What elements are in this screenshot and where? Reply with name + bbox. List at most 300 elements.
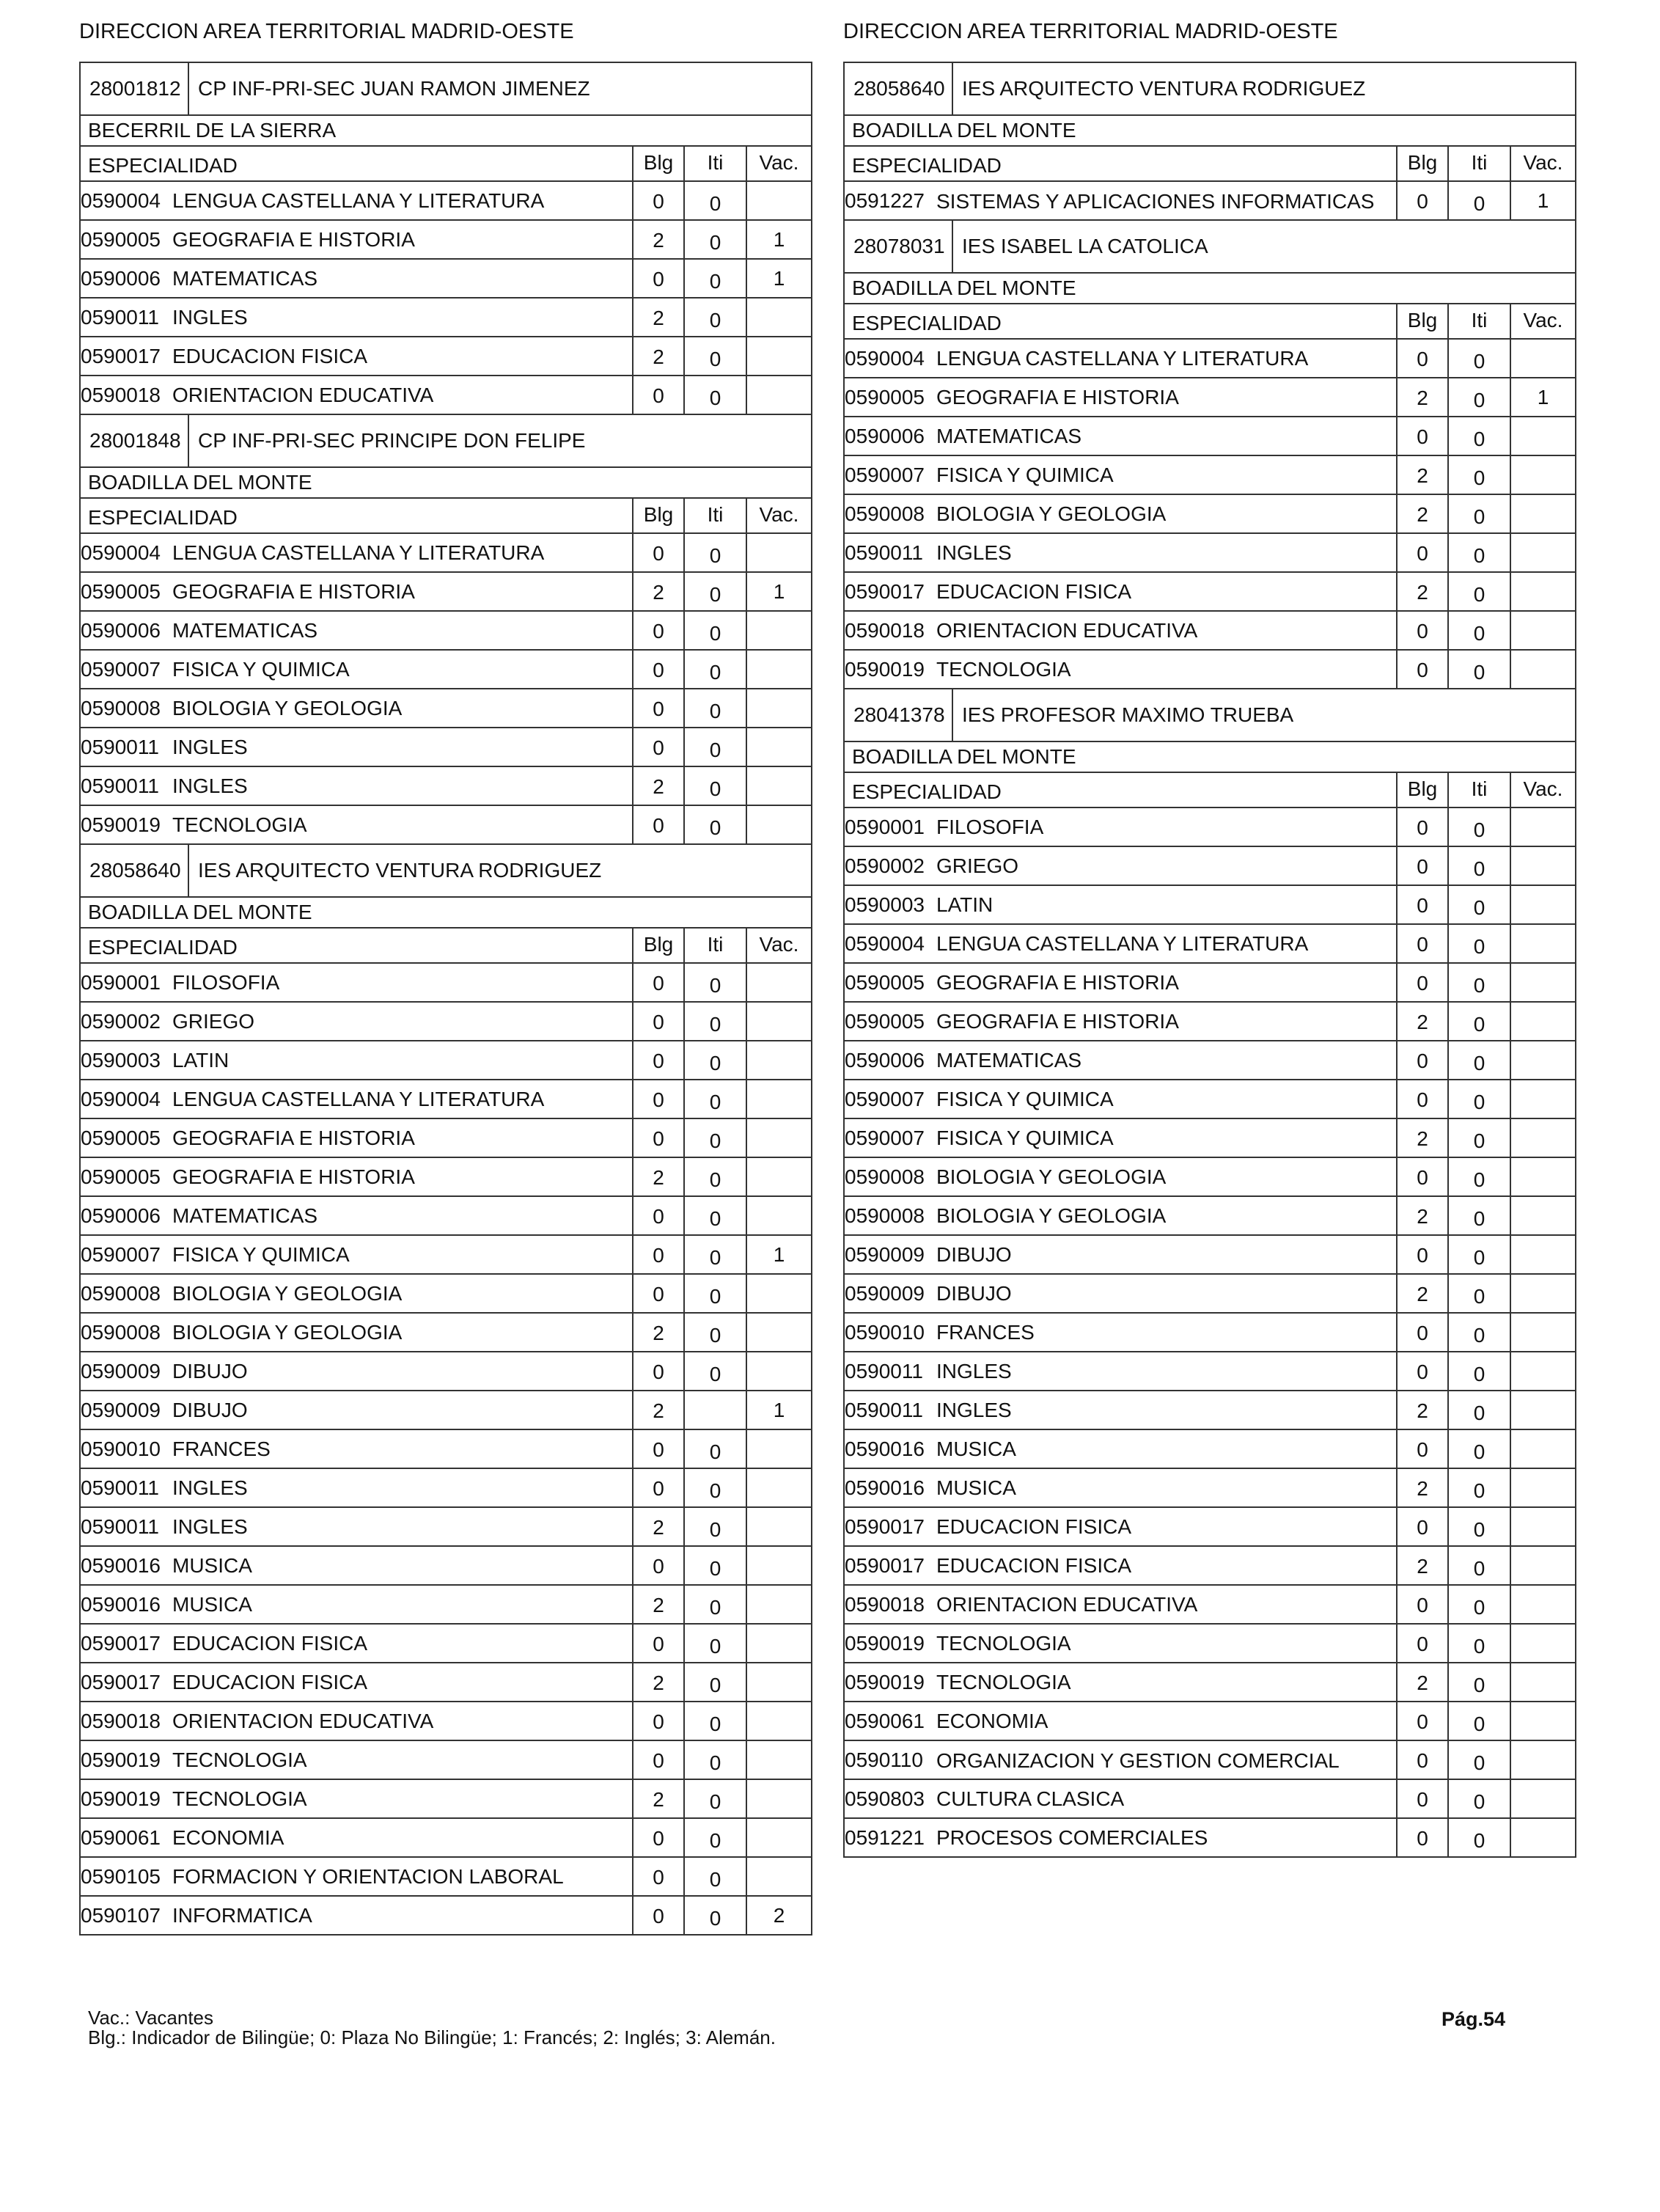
specialty-cell [81, 1702, 633, 1740]
iti-value: 0 [1449, 1663, 1511, 1701]
column-title: DIRECCION AREA TERRITORIAL MADRID-OESTE [843, 20, 1338, 43]
blg-value: 0 [1398, 1780, 1449, 1817]
specialty-name: TECNOLOGIA [936, 1670, 1071, 1693]
specialty-code: 0590017 [845, 579, 925, 603]
vac-value [1511, 808, 1575, 846]
blg-value: 0 [633, 260, 685, 297]
column-title: DIRECCION AREA TERRITORIAL MADRID-OESTE [79, 20, 574, 43]
iti-value: 0 [685, 1041, 747, 1079]
table-row [845, 808, 1575, 847]
specialty-code: 0590019 [81, 813, 161, 836]
specialty-name: GRIEGO [172, 1009, 255, 1033]
table-row [845, 1430, 1575, 1469]
specialty-cell [81, 964, 633, 1001]
blg-value: 0 [633, 1547, 685, 1584]
specialty-code: 0590008 [81, 1281, 161, 1305]
iti-value: 0 [1449, 573, 1511, 610]
specialty-code: 0590002 [81, 1009, 161, 1033]
specialty-name: LENGUA CASTELLANA Y LITERATURA [172, 188, 545, 212]
center-locality: BOADILLA DEL MONTE [81, 468, 811, 499]
iti-value: 0 [1449, 1197, 1511, 1234]
specialty-cell [845, 1469, 1398, 1506]
header-iti: Iti [1449, 773, 1511, 807]
header-blg: Blg [633, 147, 685, 180]
vac-value [1511, 1702, 1575, 1740]
blg-value: 2 [1398, 1275, 1449, 1312]
specialty-code: 0590011 [845, 1359, 923, 1382]
specialty-cell [845, 417, 1398, 455]
vac-value [1511, 1119, 1575, 1157]
specialty-cell [845, 925, 1398, 962]
header-especialidad: ESPECIALIDAD [81, 499, 633, 532]
specialty-code: 0590018 [81, 383, 161, 406]
specialty-name: INGLES [172, 735, 248, 758]
blg-value: 0 [633, 1119, 685, 1157]
vac-value [1511, 1741, 1575, 1779]
iti-value: 0 [685, 1158, 747, 1195]
blg-value: 0 [633, 1041, 685, 1079]
iti-value: 0 [685, 1236, 747, 1273]
specialty-cell [81, 1003, 633, 1040]
table-row [81, 1314, 811, 1352]
table-row [81, 1430, 811, 1469]
blg-value: 2 [633, 1508, 685, 1545]
iti-value: 0 [685, 534, 747, 571]
vac-value [1511, 1275, 1575, 1312]
specialty-cell [81, 651, 633, 688]
table-row [845, 1314, 1575, 1352]
iti-value: 0 [685, 1547, 747, 1584]
iti-value: 0 [1449, 1080, 1511, 1118]
center-name: IES ISABEL LA CATOLICA [962, 235, 1208, 257]
specialty-cell [845, 495, 1398, 532]
specialty-cell [845, 1780, 1398, 1817]
specialty-cell [81, 1625, 633, 1662]
specialty-name: INGLES [172, 774, 248, 797]
table-row [845, 1041, 1575, 1080]
specialty-code: 0590011 [81, 774, 159, 797]
specialty-code: 0590017 [81, 1670, 161, 1693]
specialty-cell [845, 1741, 1398, 1779]
specialty-name: GEOGRAFIA E HISTORIA [936, 970, 1179, 994]
header-iti: Iti [1449, 304, 1511, 338]
vac-value [747, 1469, 811, 1506]
iti-value: 0 [1449, 1819, 1511, 1856]
specialty-cell [845, 1352, 1398, 1390]
iti-value: 0 [685, 376, 747, 414]
specialty-cell [845, 534, 1398, 571]
table-row [845, 1275, 1575, 1314]
iti-value: 0 [685, 1314, 747, 1351]
specialty-cell [81, 1430, 633, 1468]
header-vac: Vac. [759, 151, 799, 174]
specialty-name: GEOGRAFIA E HISTORIA [172, 1165, 415, 1188]
blg-value: 0 [1398, 1586, 1449, 1623]
iti-value: 0 [1449, 1702, 1511, 1740]
header-especialidad: ESPECIALIDAD [845, 773, 1398, 807]
blg-value: 0 [1398, 182, 1449, 219]
specialty-code: 0590009 [81, 1359, 161, 1382]
center-name: IES PROFESOR MAXIMO TRUEBA [962, 703, 1294, 726]
header-blg: Blg [633, 499, 685, 532]
specialty-name: ORIENTACION EDUCATIVA [172, 383, 434, 406]
vac-value [747, 182, 811, 219]
iti-value: 0 [1449, 378, 1511, 416]
vac-value [747, 1003, 811, 1040]
specialty-name: GRIEGO [936, 854, 1019, 877]
specialty-name: INGLES [936, 1398, 1012, 1421]
center-code: 28041378 [845, 689, 953, 741]
column-header-row [845, 304, 1575, 340]
iti-value: 0 [1449, 612, 1511, 649]
specialty-code: 0590019 [81, 1748, 161, 1771]
vac-value [747, 1080, 811, 1118]
iti-value: 0 [1449, 1469, 1511, 1506]
blg-value: 2 [633, 221, 685, 258]
specialty-cell [81, 1741, 633, 1779]
blg-value: 0 [1398, 886, 1449, 923]
specialty-code: 0590004 [81, 188, 161, 212]
center-code: 28058640 [845, 63, 953, 114]
specialty-cell [845, 847, 1398, 885]
vac-value [1511, 573, 1575, 610]
vac-value [747, 767, 811, 805]
iti-value: 0 [1449, 1158, 1511, 1195]
iti-value: 0 [685, 1858, 747, 1895]
specialty-name: FISICA Y QUIMICA [936, 1087, 1114, 1110]
iti-value: 0 [685, 260, 747, 297]
vac-value [747, 534, 811, 571]
specialty-name: EDUCACION FISICA [936, 1553, 1132, 1577]
iti-value: 0 [1449, 925, 1511, 962]
specialty-cell [81, 1469, 633, 1506]
iti-value: 0 [685, 1819, 747, 1856]
center-code: 28001848 [81, 415, 189, 466]
table-row [81, 689, 811, 728]
iti-value: 0 [1449, 1430, 1511, 1468]
blg-value: 2 [633, 299, 685, 336]
table-row [81, 1041, 811, 1080]
blg-value: 0 [1398, 417, 1449, 455]
vac-value [1511, 1430, 1575, 1468]
specialty-code: 0590011 [81, 1476, 159, 1499]
header-vac: Vac. [1523, 309, 1563, 332]
specialty-cell [81, 806, 633, 843]
iti-value: 0 [685, 1741, 747, 1779]
specialty-cell [81, 1352, 633, 1390]
vac-value [1511, 1236, 1575, 1273]
blg-value: 0 [1398, 808, 1449, 846]
specialty-code: 0590105 [81, 1864, 161, 1888]
blg-value: 0 [633, 964, 685, 1001]
specialty-name: TECNOLOGIA [172, 1748, 307, 1771]
blg-value: 0 [633, 1003, 685, 1040]
iti-value: 0 [685, 1119, 747, 1157]
table-row [845, 1547, 1575, 1586]
specialty-code: 0590005 [81, 1126, 161, 1149]
iti-value: 0 [685, 221, 747, 258]
specialty-name: GEOGRAFIA E HISTORIA [936, 385, 1179, 409]
specialty-cell [845, 808, 1398, 846]
blg-value: 0 [1398, 651, 1449, 688]
specialty-name: MATEMATICAS [172, 1204, 318, 1227]
vac-value [1511, 495, 1575, 532]
blg-value: 0 [1398, 964, 1449, 1001]
vac-value [1511, 340, 1575, 377]
specialty-code: 0590803 [845, 1787, 925, 1810]
table-row [845, 456, 1575, 495]
blg-value: 0 [1398, 1080, 1449, 1118]
table-row [81, 1391, 811, 1430]
vac-value: 1 [773, 1242, 785, 1266]
table-row [845, 1625, 1575, 1663]
specialty-code: 0590007 [845, 463, 925, 486]
iti-value: 0 [685, 1586, 747, 1623]
specialty-cell [81, 1080, 633, 1118]
specialty-name: TECNOLOGIA [936, 1631, 1071, 1655]
column-header-row [845, 147, 1575, 182]
table-row [81, 964, 811, 1003]
column-header-row [81, 499, 811, 534]
vac-value [1511, 456, 1575, 494]
specialty-cell [81, 1897, 633, 1934]
specialty-code: 0590061 [845, 1709, 925, 1732]
specialty-name: TECNOLOGIA [172, 1787, 307, 1810]
center-locality: BOADILLA DEL MONTE [845, 116, 1575, 147]
table-row [845, 340, 1575, 378]
specialty-cell [81, 573, 633, 610]
specialty-name: FILOSOFIA [172, 970, 280, 994]
blg-value: 0 [1398, 1741, 1449, 1779]
specialty-code: 0590006 [81, 618, 161, 642]
header-vac: Vac. [759, 503, 799, 526]
blg-value: 0 [633, 1702, 685, 1740]
iti-value: 0 [685, 1469, 747, 1506]
blg-value: 2 [633, 573, 685, 610]
specialty-code: 0590003 [81, 1048, 161, 1072]
specialty-cell [81, 1547, 633, 1584]
vac-value [1511, 886, 1575, 923]
table-row [81, 612, 811, 651]
specialty-cell [81, 767, 633, 805]
iti-value: 0 [1449, 1391, 1511, 1429]
iti-value: 0 [1449, 182, 1511, 219]
vac-value [747, 1858, 811, 1895]
vac-value [747, 1819, 811, 1856]
iti-value: 0 [1449, 456, 1511, 494]
vac-value [747, 1352, 811, 1390]
specialty-code: 0590016 [81, 1592, 161, 1616]
specialty-name: DIBUJO [172, 1398, 248, 1421]
specialty-code: 0590008 [845, 1165, 925, 1188]
blg-value: 0 [633, 689, 685, 727]
specialty-cell [81, 1041, 633, 1079]
specialty-name: FILOSOFIA [936, 815, 1044, 838]
specialty-name: BIOLOGIA Y GEOLOGIA [172, 1320, 403, 1344]
specialty-name: ORIENTACION EDUCATIVA [936, 1592, 1198, 1616]
specialty-code: 0590008 [81, 1320, 161, 1344]
specialty-name: LENGUA CASTELLANA Y LITERATURA [936, 931, 1309, 955]
specialty-cell [845, 612, 1398, 649]
vac-value [747, 1430, 811, 1468]
header-iti: Iti [685, 147, 747, 180]
header-especialidad: ESPECIALIDAD [81, 147, 633, 180]
specialty-name: FISICA Y QUIMICA [936, 463, 1114, 486]
iti-value: 0 [1449, 340, 1511, 377]
specialty-name: ORGANIZACION Y GESTION COMERCIAL [936, 1748, 1340, 1772]
vac-value [1511, 534, 1575, 571]
center-header [81, 63, 811, 116]
specialty-cell [81, 534, 633, 571]
blg-value: 0 [1398, 1508, 1449, 1545]
table-row [845, 1663, 1575, 1702]
specialty-name: TECNOLOGIA [936, 657, 1071, 681]
specialty-name: CULTURA CLASICA [936, 1787, 1125, 1810]
specialty-code: 0590008 [845, 502, 925, 525]
header-especialidad: ESPECIALIDAD [845, 304, 1398, 338]
table-row [845, 1508, 1575, 1547]
table-row [845, 495, 1575, 534]
specialty-code: 0590017 [845, 1515, 925, 1538]
center-code: 28058640 [81, 845, 189, 896]
table-row [845, 417, 1575, 456]
table-row [81, 1897, 811, 1936]
table-row [81, 337, 811, 376]
blg-value: 2 [633, 337, 685, 375]
specialty-code: 0590006 [845, 1048, 925, 1072]
vac-value [1511, 1547, 1575, 1584]
vac-value [747, 337, 811, 375]
iti-value: 0 [1449, 1780, 1511, 1817]
blg-value: 0 [633, 1858, 685, 1895]
specialty-code: 0590110 [845, 1748, 923, 1771]
table-row [81, 1236, 811, 1275]
table-row [845, 1741, 1575, 1780]
iti-value: 0 [1449, 886, 1511, 923]
blg-value: 0 [633, 1897, 685, 1934]
specialty-cell [81, 1586, 633, 1623]
blg-value: 0 [633, 728, 685, 766]
footer-line-vacantes: Vac.: Vacantes [88, 2007, 214, 2029]
specialty-code: 0590001 [845, 815, 925, 838]
specialty-name: LENGUA CASTELLANA Y LITERATURA [172, 1087, 545, 1110]
specialty-code: 0590010 [81, 1437, 161, 1460]
blg-value: 0 [1398, 340, 1449, 377]
table-row [81, 534, 811, 573]
blg-value: 0 [633, 1430, 685, 1468]
vac-value [747, 1625, 811, 1662]
specialty-code: 0590002 [845, 854, 925, 877]
specialty-cell [845, 1508, 1398, 1545]
iti-value: 0 [685, 1702, 747, 1740]
specialty-name: DIBUJO [172, 1359, 248, 1382]
blg-value: 2 [1398, 1119, 1449, 1157]
vac-value [747, 299, 811, 336]
specialty-code: 0590017 [81, 344, 161, 367]
header-blg: Blg [1398, 773, 1449, 807]
specialty-code: 0590006 [81, 1204, 161, 1227]
table-row [81, 1663, 811, 1702]
specialty-code: 0590009 [81, 1398, 161, 1421]
iti-value: 0 [685, 573, 747, 610]
vac-value: 1 [1537, 188, 1549, 212]
specialty-code: 0590005 [81, 227, 161, 251]
blg-value: 2 [633, 1314, 685, 1351]
iti-value: 0 [685, 1625, 747, 1662]
specialty-cell [81, 1275, 633, 1312]
vac-value: 1 [773, 227, 785, 251]
blg-value: 0 [1398, 1702, 1449, 1740]
vac-value [1511, 1080, 1575, 1118]
specialty-cell [845, 1041, 1398, 1079]
iti-value: 0 [685, 1352, 747, 1390]
iti-value: 0 [1449, 1041, 1511, 1079]
table-row [81, 1275, 811, 1314]
vac-value: 1 [773, 1398, 785, 1421]
specialty-code: 0590006 [81, 266, 161, 290]
iti-value: 0 [1449, 1625, 1511, 1662]
specialty-code: 0590017 [81, 1631, 161, 1655]
table-row [845, 1003, 1575, 1041]
table-row [81, 806, 811, 845]
blg-value: 0 [1398, 1158, 1449, 1195]
specialty-cell [81, 1780, 633, 1817]
iti-value: 0 [1449, 495, 1511, 532]
table-row [81, 1508, 811, 1547]
specialty-name: BIOLOGIA Y GEOLOGIA [172, 1281, 403, 1305]
blg-value: 0 [1398, 1430, 1449, 1468]
table-row [845, 1469, 1575, 1508]
specialty-code: 0590004 [81, 1087, 161, 1110]
iti-value: 0 [685, 689, 747, 727]
specialty-code: 0590016 [81, 1553, 161, 1577]
blg-value: 0 [633, 1197, 685, 1234]
specialty-cell [845, 1391, 1398, 1429]
specialty-name: MUSICA [172, 1592, 252, 1616]
table-row [845, 964, 1575, 1003]
specialty-name: FISICA Y QUIMICA [936, 1126, 1114, 1149]
table-row [845, 1080, 1575, 1119]
vac-value [1511, 1625, 1575, 1662]
specialty-name: EDUCACION FISICA [936, 1515, 1132, 1538]
iti-value: 0 [685, 1003, 747, 1040]
header-especialidad: ESPECIALIDAD [81, 929, 633, 962]
specialty-name: FISICA Y QUIMICA [172, 657, 350, 681]
specialty-code: 0590019 [81, 1787, 161, 1810]
blg-value: 0 [633, 1625, 685, 1662]
iti-value: 0 [685, 1508, 747, 1545]
header-vac: Vac. [1523, 777, 1563, 800]
vac-value [747, 1041, 811, 1079]
specialty-cell [81, 1314, 633, 1351]
blg-value: 2 [1398, 1663, 1449, 1701]
table-row [81, 376, 811, 415]
specialty-code: 0590007 [845, 1126, 925, 1149]
table-row [845, 1119, 1575, 1158]
specialty-cell [845, 340, 1398, 377]
blg-value: 2 [1398, 378, 1449, 416]
specialty-name: BIOLOGIA Y GEOLOGIA [172, 696, 403, 719]
specialty-name: MUSICA [172, 1553, 252, 1577]
specialty-name: FRANCES [936, 1320, 1035, 1344]
blg-value: 2 [1398, 1197, 1449, 1234]
specialty-cell [81, 221, 633, 258]
header-blg: Blg [1398, 304, 1449, 338]
table-row [81, 1858, 811, 1897]
vac-value [747, 1158, 811, 1195]
specialty-cell [81, 1119, 633, 1157]
iti-value: 0 [685, 728, 747, 766]
